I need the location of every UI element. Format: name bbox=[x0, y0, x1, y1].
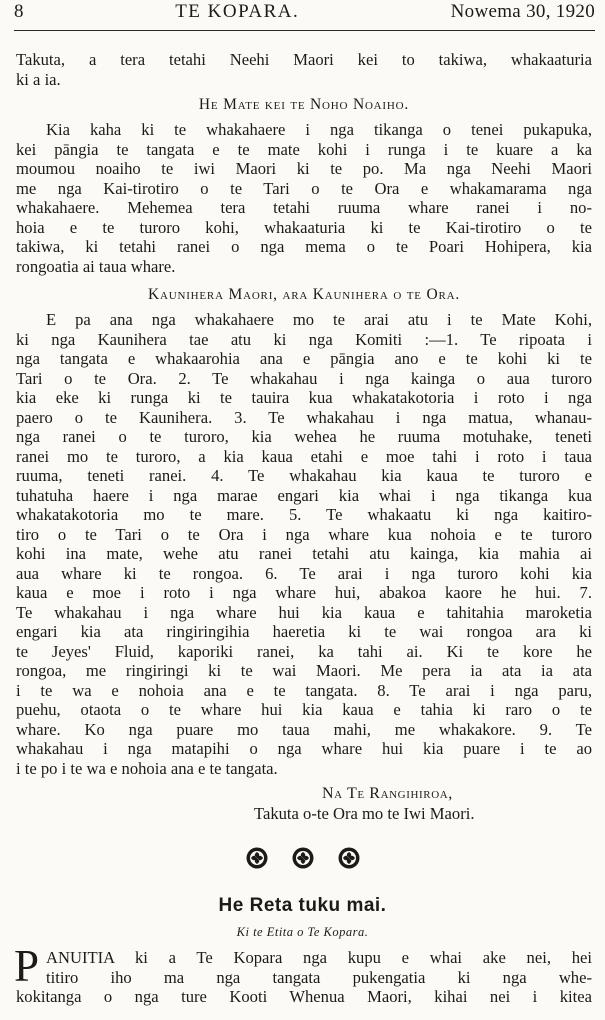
section1-paragraph bbox=[16, 120, 592, 276]
text-line: puehu, otaota o te whare hui kia kaua e tahia ki raro o te bbox=[16, 700, 592, 719]
text-line: tuhatuha haere i nga marae engari kia whai i nga tikanga kua bbox=[16, 485, 592, 505]
signature-role-block bbox=[254, 804, 594, 824]
text-line: paero o te Kaunihera. 3. Te whakahau i nga matua, whanau- bbox=[16, 407, 592, 427]
text-line: whakahau i nga matapihi o nga whare hui kia puare i te ao bbox=[16, 739, 592, 758]
page-number: 8 bbox=[14, 1, 24, 22]
text-line: ranei mo te turoro, a kia kaua etahi e moe tahi i roto i taua bbox=[16, 446, 592, 466]
text-line: nga ranei o te turoro, kia wehea he ruuma motuhake, teneti bbox=[16, 427, 592, 446]
text-line: whakatakotoria mo te mare. 5. Te whakaatu ki nga kaitiro- bbox=[16, 505, 592, 524]
text-line: titiro iho ma nga tangata pukengatia ki nga whe- bbox=[46, 967, 592, 987]
text-line: ki nga Kaunihera tae atu ki nga Komiti :—1. Te ripoata i bbox=[16, 329, 592, 349]
text-line: whare. Ko nga puare mo taua mahi, me whakakore. 9. Te bbox=[16, 719, 592, 739]
text-line: ruuma, teneti ranei. 4. Te whakahau kia kaua te turoro e bbox=[16, 466, 592, 485]
letter-paragraph bbox=[16, 948, 592, 1007]
text-line: whakahaere. Mehemea tera tetahi ruuma whare ranei i no- bbox=[16, 198, 592, 217]
running-header bbox=[14, 1, 595, 29]
text-line: i te po i te wa e nohoia ana e te tangata. bbox=[16, 758, 278, 778]
text-line: aua whare ki te rongoa. 6. Te arai i nga turoro kohi kia bbox=[16, 563, 592, 583]
flower-ornament-icon bbox=[291, 846, 315, 870]
signature-block bbox=[322, 784, 592, 804]
text-line: te Jeyes' Fluid, kaporiki ranei, ka tahi ai. Ki te kore he bbox=[16, 641, 592, 661]
signature-role: Takuta o-te Ora mo te Iwi Maori. bbox=[254, 804, 475, 823]
text-line: i te wa e nohoia ana e te tangata. 8. Te arai i nga paru, bbox=[16, 680, 592, 700]
issue-date: Nowema 30, 1920 bbox=[450, 1, 595, 22]
text-line: nga tangata e whakaarohia ana e pāngia ano e te kohi ki te bbox=[16, 349, 592, 368]
flower-ornament-icon bbox=[245, 846, 269, 870]
text-line: tiro o te Tari o te Ora i nga whare kua nohoia e te turoro bbox=[16, 524, 592, 544]
text-line: kei pāngia te tangata e te mate kohi i runga i te kuare a ka bbox=[16, 139, 592, 159]
text-line: hoia e te turoro kohi, whakaaturia ki te Kai-tirotiro o te bbox=[16, 217, 592, 237]
publication-title: TE KOPARA. bbox=[175, 1, 300, 22]
ornament-row bbox=[0, 846, 605, 870]
letter-title: He Reta tuku mai. bbox=[218, 895, 387, 916]
text-line: kokitanga o nga ture Kooti Whenua Maori, kihai nei i kitea bbox=[16, 987, 592, 1006]
text-line: rongoatia ai taua whare. bbox=[16, 256, 176, 276]
flower-ornament-icon bbox=[337, 846, 361, 870]
section-heading: Kaunihera Maori, ara Kaunihera o te Ora. bbox=[147, 286, 460, 303]
text-line: rongoa, me ringiringi ki te wai Maori. Me pera ia ata ia ata bbox=[16, 661, 592, 680]
text-line: engari kia ata ringiringihia haeretia ki te wai rongoa ara ki bbox=[16, 622, 592, 641]
text-line: Tari o te Ora. 2. Te whakahau i nga kainga o aua turoro bbox=[16, 368, 592, 388]
text-line: Te whakahau i nga whare hui kia kaua e tahitahia maroketia bbox=[16, 602, 592, 622]
signature-name: Na Te Rangihiroa, bbox=[322, 785, 453, 802]
section2-paragraph bbox=[16, 310, 592, 778]
text-line: takiwa, ki tetahi ranei o nga mema o te Poari Hohipera, kia bbox=[16, 237, 592, 256]
text-line: me nga Kai-tirotiro o te Tari o te Ora e whakamarama nga bbox=[16, 178, 592, 198]
header-rule bbox=[14, 30, 595, 31]
text-line: E pa ana nga whakahaere mo te arai atu i te Mate Kohi, bbox=[46, 310, 592, 329]
text-line: Takuta, a tera tetahi Neehi Maori kei to takiwa, whakaaturia bbox=[16, 50, 592, 69]
text-line: kohi ina mate, wehe atu ranei tetahi atu kainga, kia mahia ai bbox=[16, 544, 592, 563]
letter-subtitle: Ki te Etita o Te Kopara. bbox=[236, 925, 369, 939]
text-line: kia eke ki runga ki te tauira kua whakatakotoria i roto i nga bbox=[16, 388, 592, 407]
text-line: Kia kaha ki te whakahaere i nga tikanga o tenei pukapuka, bbox=[46, 120, 592, 139]
text-line: moumou noaiho te iwi Maori ki te po. Ma nga Neehi Maori bbox=[16, 159, 592, 178]
section-heading: He Mate kei te Noho Noaiho. bbox=[198, 96, 410, 113]
text-line: ANUITIA ki a Te Kopara nga kupu e whai ake nei, hei bbox=[46, 948, 592, 967]
intro-paragraph bbox=[16, 50, 592, 89]
text-line: kaua e moe i roto i nga whare hui, abakoa kaore he hui. 7. bbox=[16, 583, 592, 602]
text-line: ki a ia. bbox=[16, 69, 61, 89]
drop-cap: P bbox=[14, 941, 40, 991]
